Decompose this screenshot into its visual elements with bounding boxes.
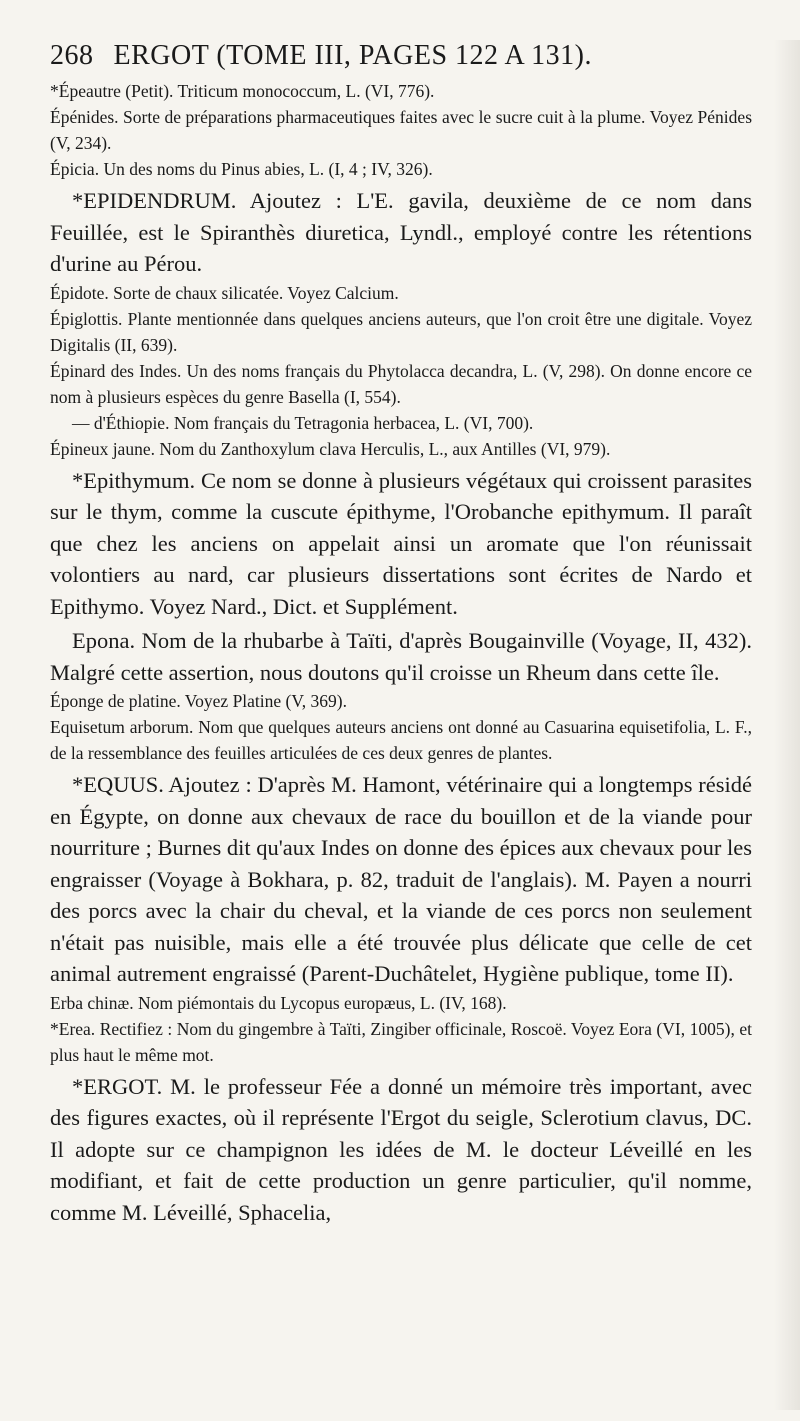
dictionary-entry: Épineux jaune. Nom du Zanthoxylum clava Herculis, L., aux Antilles (VI, 979).: [50, 438, 611, 459]
dictionary-entry: Épénides. Sorte de préparations pharmaceutiques faites avec le sucre cuit à la plume. Voyez Pénides (V, 234).: [50, 107, 752, 153]
dictionary-entry: *Épeautre (Petit). Triticum monococcum, L. (VI, 776).: [50, 81, 435, 101]
dictionary-entry: *Epithymum. Ce nom se donne à plusieurs végétaux qui croissent parasites sur le thym, comme la cuscute épithyme, l'Orobanche epithymum. Il paraît que chez les anciens on appelait ainsi un aromate que l'on réunissait volontiers au nard, car plusieurs dissertations sont écrites de Nardo et Epithymo. Voyez Nard., Dict. et Supplément.: [50, 467, 752, 619]
dictionary-entry: *EQUUS. Ajoutez : D'après M. Hamont, vétérinaire qui a longtemps résidé en Égypte, on donne aux chevaux de race du bouillon et de la viande pour nourriture ; Burnes dit qu'aux Indes on donne des épices aux chevaux pour les engraisser (Voyage à Bokhara, p. 82, traduit de l'anglais). M. Payen a nourri des porcs avec la chair du cheval, et la viande de ces porcs non seulement n'était pas nuisible, mais elle a été trouvée plus délicate que celle de cet animal autrement engraissé (Parent-Duchâtelet, Hygiène publique, tome II).: [50, 772, 752, 986]
dictionary-entry: Épicia. Un des noms du Pinus abies, L. (I, 4 ; IV, 326).: [50, 159, 433, 179]
dictionary-entry: — d'Éthiopie. Nom français du Tetragonia herbacea, L. (VI, 700).: [72, 412, 534, 433]
page-number: 268: [50, 40, 94, 71]
dictionary-entry: Épidote. Sorte de chaux silicatée. Voyez Calcium.: [50, 282, 399, 303]
page-edge-shadow: [774, 40, 800, 1410]
dictionary-entry: Épinard des Indes. Un des noms français du Phytolacca decandra, L. (V, 298). On donne encore ce nom à plusieurs espèces du genre Basella (I, 554).: [50, 360, 752, 407]
running-title: ERGOT (TOME III, PAGES 122 A 131).: [113, 40, 593, 71]
running-header: [50, 40, 752, 72]
dictionary-entry: *EPIDENDRUM. Ajoutez : L'E. gavila, deuxième de ce nom dans Feuillée, est le Spiranthès diuretica, Lyndl., employé contre les rétentions d'urine au Pérou.: [50, 188, 752, 276]
dictionary-entry: Epona. Nom de la rhubarbe à Taïti, d'après Bougainville (Voyage, II, 432). Malgré cette assertion, nous doutons qu'il croisse un Rheum dans cette île.: [50, 628, 752, 685]
dictionary-entry: Equisetum arborum. Nom que quelques auteurs anciens ont donné au Casuarina equisetifolia, L. F., de la ressemblance des feuilles articulées de ces deux genres de plantes.: [50, 717, 752, 763]
dictionary-entry: Erba chinæ. Nom piémontais du Lycopus europæus, L. (IV, 168).: [50, 992, 507, 1013]
dictionary-entry: Éponge de platine. Voyez Platine (V, 369).: [50, 691, 347, 711]
dictionary-entry: Épiglottis. Plante mentionnée dans quelques anciens auteurs, que l'on croit être une digitale. Voyez Digitalis (II, 639).: [50, 308, 752, 355]
dictionary-entry: *ERGOT. M. le professeur Fée a donné un mémoire très important, avec des figures exactes, où il représente l'Ergot du seigle, Sclerotium clavus, DC. Il adopte sur ce champignon les idées de M. le docteur Léveillé en les modifiant, et fait de cette production un genre particulier, qu'il nomme, comme M. Léveillé, Sphacelia,: [50, 1073, 752, 1225]
dictionary-entry: *Erea. Rectifiez : Nom du gingembre à Taïti, Zingiber officinale, Roscoë. Voyez Eora (VI, 1005), et plus haut le même mot.: [50, 1018, 752, 1065]
